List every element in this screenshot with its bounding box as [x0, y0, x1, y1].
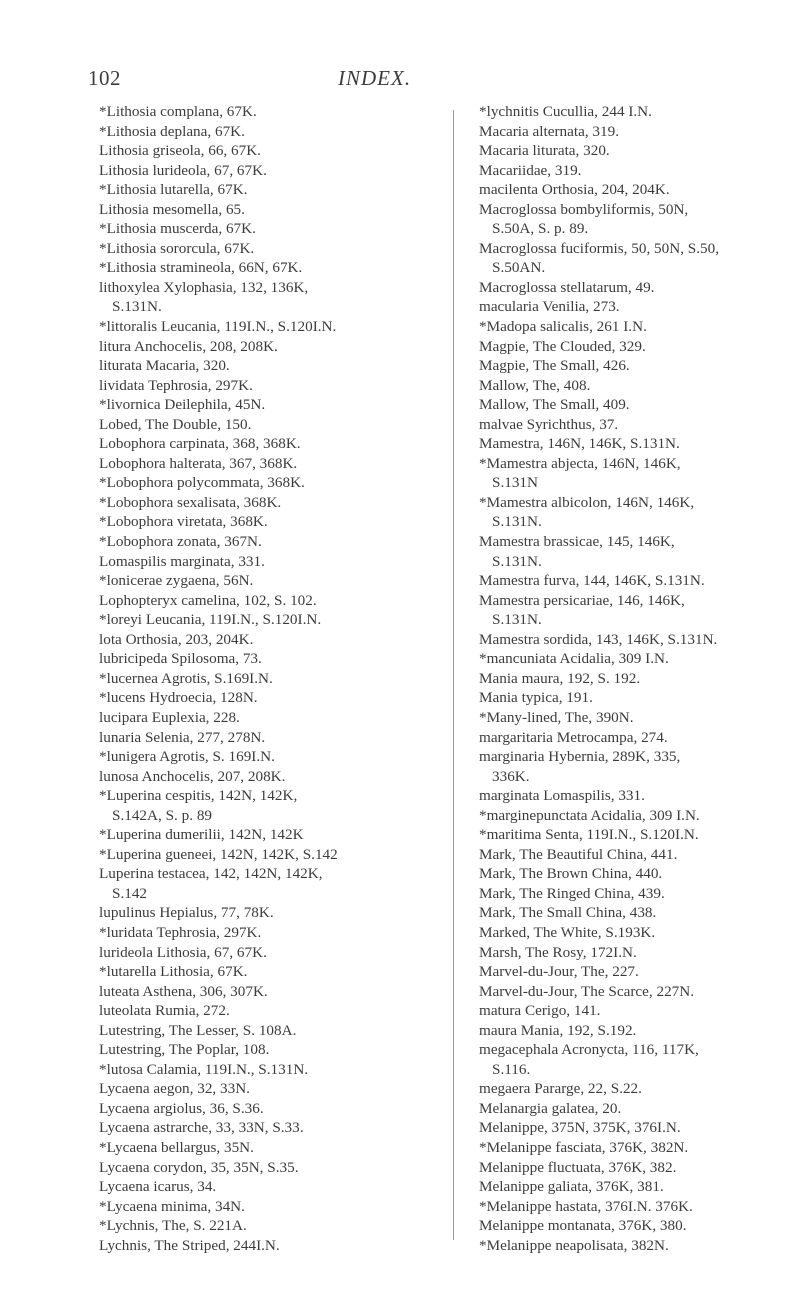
index-entry-continuation: S.131N — [492, 474, 538, 492]
index-entry: lunosa Anchocelis, 207, 208K. — [99, 767, 286, 785]
index-entry: *Melanippe neapolisata, 382N. — [479, 1236, 669, 1254]
index-entry: *Lithosia sororcula, 67K. — [99, 239, 255, 257]
index-entry: Marvel-du-Jour, The, 227. — [479, 963, 639, 981]
index-entry: *Luperina gueneei, 142N, 142K, S.142 — [99, 845, 338, 863]
index-entry: Mallow, The, 408. — [479, 376, 591, 394]
index-entry-continuation: S.116. — [492, 1060, 531, 1078]
index-entry: Lobed, The Double, 150. — [99, 415, 252, 433]
index-entry: *Lobophora sexalisata, 368K. — [99, 493, 282, 511]
index-entry: *Lobophora polycommata, 368K. — [99, 474, 305, 492]
index-entry: macularia Venilia, 273. — [479, 298, 620, 316]
index-entry: *Lycaena bellargus, 35N. — [99, 1138, 254, 1156]
index-entry: *Lithosia muscerda, 67K. — [99, 220, 256, 238]
index-entry: Lutestring, The Poplar, 108. — [99, 1041, 270, 1059]
index-entry: Mallow, The Small, 409. — [479, 396, 630, 414]
index-entry: lithoxylea Xylophasia, 132, 136K, — [99, 278, 309, 296]
index-entry: Macaria alternata, 319. — [479, 122, 619, 140]
index-entry: Mark, The Ringed China, 439. — [479, 884, 665, 902]
index-entry: lividata Tephrosia, 297K. — [99, 376, 253, 394]
index-entry: marginata Lomaspilis, 331. — [479, 787, 645, 805]
index-entry: Melanippe montanata, 376K, 380. — [479, 1217, 687, 1235]
index-entry: Melanargia galatea, 20. — [479, 1099, 622, 1117]
index-entry: *Lychnis, The, S. 221A. — [99, 1217, 247, 1235]
index-entry-continuation: S.131N. — [492, 611, 542, 629]
index-entry: *loreyi Leucania, 119I.N., S.120I.N. — [99, 611, 322, 629]
index-entry: Lychnis, The Striped, 244I.N. — [99, 1236, 280, 1254]
index-entry: *Lithosia lutarella, 67K. — [99, 181, 248, 199]
index-entry: malvae Syrichthus, 37. — [479, 415, 619, 433]
index-entry: Mamestra brassicae, 145, 146K, — [479, 533, 675, 551]
index-entry: Mamestra sordida, 143, 146K, S.131N. — [479, 630, 718, 648]
index-entry: *Lithosia deplana, 67K. — [99, 122, 245, 140]
index-entry: Lycaena icarus, 34. — [99, 1178, 217, 1196]
index-entry-continuation: S.131N. — [112, 298, 162, 316]
index-entry: *littoralis Leucania, 119I.N., S.120I.N. — [99, 318, 337, 336]
index-entry: lurideola Lithosia, 67, 67K. — [99, 943, 267, 961]
index-entry: Lutestring, The Lesser, S. 108A. — [99, 1021, 297, 1039]
index-entry: lubricipeda Spilosoma, 73. — [99, 650, 262, 668]
index-entry: *Many-lined, The, 390N. — [479, 708, 634, 726]
index-entry: Mamestra, 146N, 146K, S.131N. — [479, 435, 680, 453]
index-entry: Macaria liturata, 320. — [479, 142, 610, 160]
index-entry: macilenta Orthosia, 204, 204K. — [479, 181, 670, 199]
index-entry: Lithosia mesomella, 65. — [99, 200, 245, 218]
index-entry: *livornica Deilephila, 45N. — [99, 396, 266, 414]
index-entry: Mamestra persicariae, 146, 146K, — [479, 591, 685, 609]
index-entry: Lithosia lurideola, 67, 67K. — [99, 161, 267, 179]
index-entry: Magpie, The Clouded, 329. — [479, 337, 646, 355]
index-entry: *luridata Tephrosia, 297K. — [99, 923, 262, 941]
index-entry: *Melanippe fasciata, 376K, 382N. — [479, 1138, 689, 1156]
index-entry: *lonicerae zygaena, 56N. — [99, 572, 254, 590]
index-entry: *Madopa salicalis, 261 I.N. — [479, 318, 647, 336]
index-entry: lucipara Euplexia, 228. — [99, 708, 240, 726]
index-entry: Melanippe galiata, 376K, 381. — [479, 1178, 664, 1196]
index-entry: Mark, The Beautiful China, 441. — [479, 845, 678, 863]
index-entry: Mania typica, 191. — [479, 689, 593, 707]
index-entry: Lycaena argiolus, 36, S.36. — [99, 1099, 264, 1117]
index-entry: Lomaspilis marginata, 331. — [99, 552, 265, 570]
index-entry: *Mamestra albicolon, 146N, 146K, — [479, 493, 695, 511]
index-entry: luteata Asthena, 306, 307K. — [99, 982, 268, 1000]
index-entry: *Melanippe hastata, 376I.N. 376K. — [479, 1197, 693, 1215]
index-entry: *marginepunctata Acidalia, 309 I.N. — [479, 806, 700, 824]
index-entry: Macroglossa stellatarum, 49. — [479, 278, 655, 296]
page-number: 102 — [88, 66, 121, 90]
index-entry: *lucernea Agrotis, S.169I.N. — [99, 669, 273, 687]
index-entry: liturata Macaria, 320. — [99, 357, 230, 375]
index-entry: maura Mania, 192, S.192. — [479, 1021, 637, 1039]
running-head: INDEX. — [338, 66, 412, 90]
index-entry: Luperina testacea, 142, 142N, 142K, — [99, 865, 323, 883]
index-entry-continuation: 336K. — [492, 767, 530, 785]
index-entry: *Lobophora zonata, 367N. — [99, 533, 262, 551]
index-entry: Marsh, The Rosy, 172I.N. — [479, 943, 637, 961]
index-entry: *maritima Senta, 119I.N., S.120I.N. — [479, 826, 699, 844]
index-entry: *Lycaena minima, 34N. — [99, 1197, 245, 1215]
index-entry: *Mamestra abjecta, 146N, 146K, — [479, 454, 681, 472]
index-entry: *lutarella Lithosia, 67K. — [99, 963, 248, 981]
index-entry: Lycaena astrarche, 33, 33N, S.33. — [99, 1119, 304, 1137]
index-entry-continuation: S.50AN. — [492, 259, 546, 277]
index-entry: lota Orthosia, 203, 204K. — [99, 630, 254, 648]
index-column-right — [468, 102, 788, 1255]
index-entry: Lobophora halterata, 367, 368K. — [99, 454, 298, 472]
index-entry: margaritaria Metrocampa, 274. — [479, 728, 668, 746]
index-entry: Mania maura, 192, S. 192. — [479, 669, 641, 687]
index-entry: *Luperina dumerilii, 142N, 142K — [99, 826, 304, 844]
index-entry-continuation: S.131N. — [492, 513, 542, 531]
index-entry: megacephala Acronycta, 116, 117K, — [479, 1041, 699, 1059]
index-entry-continuation: S.142A, S. p. 89 — [112, 806, 213, 824]
index-entry: Melanippe fluctuata, 376K, 382. — [479, 1158, 677, 1176]
index-entry: *mancuniata Acidalia, 309 I.N. — [479, 650, 669, 668]
column-divider — [453, 110, 454, 1240]
index-entry: Mark, The Small China, 438. — [479, 904, 657, 922]
index-entry: Marvel-du-Jour, The Scarce, 227N. — [479, 982, 695, 1000]
index-entry: luteolata Rumia, 272. — [99, 1002, 230, 1020]
index-entry-continuation: S.131N. — [492, 552, 542, 570]
index-entry-continuation: S.142 — [112, 884, 148, 902]
index-entry: litura Anchocelis, 208, 208K. — [99, 337, 278, 355]
index-entry: megaera Pararge, 22, S.22. — [479, 1080, 642, 1098]
index-entry: *lutosa Calamia, 119I.N., S.131N. — [99, 1060, 309, 1078]
index-entry: *lunigera Agrotis, S. 169I.N. — [99, 748, 275, 766]
index-entry: Lobophora carpinata, 368, 368K. — [99, 435, 301, 453]
index-entry-continuation: S.50A, S. p. 89. — [492, 220, 589, 238]
index-entry: lunaria Selenia, 277, 278N. — [99, 728, 266, 746]
index-entry: Lycaena corydon, 35, 35N, S.35. — [99, 1158, 299, 1176]
index-entry: lupulinus Hepialus, 77, 78K. — [99, 904, 274, 922]
index-entry: Mamestra furva, 144, 146K, S.131N. — [479, 572, 705, 590]
index-entry: Marked, The White, S.193K. — [479, 923, 656, 941]
index-entry: matura Cerigo, 141. — [479, 1002, 601, 1020]
index-entry: Macroglossa bombyliformis, 50N, — [479, 200, 689, 218]
index-entry: Lophopteryx camelina, 102, S. 102. — [99, 591, 317, 609]
index-entry: *Luperina cespitis, 142N, 142K, — [99, 787, 298, 805]
index-entry: Mark, The Brown China, 440. — [479, 865, 663, 883]
index-entry: Melanippe, 375N, 375K, 376I.N. — [479, 1119, 681, 1137]
index-entry: Magpie, The Small, 426. — [479, 357, 630, 375]
index-column-left — [88, 102, 430, 1255]
index-entry: marginaria Hybernia, 289K, 335, — [479, 748, 681, 766]
index-entry: *Lithosia stramineola, 66N, 67K. — [99, 259, 303, 277]
index-entry: Lycaena aegon, 32, 33N. — [99, 1080, 250, 1098]
index-entry: Macroglossa fuciformis, 50, 50N, S.50, — [479, 239, 720, 257]
index-entry: *lucens Hydroecia, 128N. — [99, 689, 258, 707]
index-entry: *Lobophora viretata, 368K. — [99, 513, 268, 531]
index-entry: *lychnitis Cucullia, 244 I.N. — [479, 103, 652, 120]
index-entry: *Lithosia complana, 67K. — [99, 103, 257, 120]
index-entry: Macariidae, 319. — [479, 161, 582, 179]
index-entry: Lithosia griseola, 66, 67K. — [99, 142, 261, 160]
